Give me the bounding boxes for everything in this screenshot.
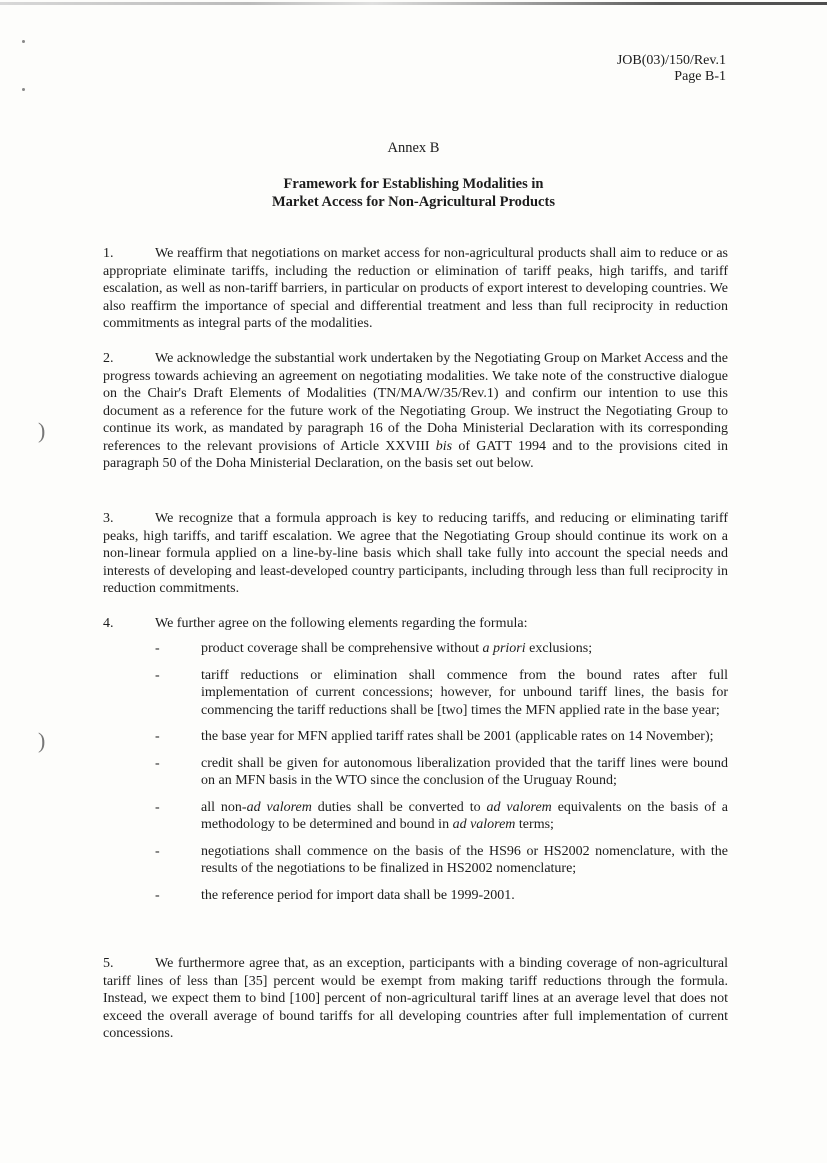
list-item bbox=[103, 640, 728, 658]
scan-speck bbox=[22, 40, 25, 43]
paragraph-text-after: of GATT 1994 and to the provisions cited in paragraph 50 of the Doha Ministerial Declaration, on the basis set out below. bbox=[103, 438, 728, 471]
list-item bbox=[103, 667, 728, 720]
list-item bbox=[103, 887, 728, 905]
paragraph-number: 1. bbox=[103, 246, 114, 261]
paragraph-2 bbox=[103, 350, 728, 473]
list-dash: - bbox=[155, 755, 160, 771]
binder-hole-mark: ) bbox=[38, 418, 46, 443]
document-reference: JOB(03)/150/Rev.1 bbox=[616, 53, 726, 68]
paragraph-text: We acknowledge the substantial work undertaken by the Negotiating Group on Market Access and the progress towards achieving an agreement on negotiating modalities. We take note of the constructive dialogue on the Chair's Draft Elements of Modalities (TN/MA/W/35/Rev.1) and confirm our intention to use this document as a reference for the future work of the Negotiating Group. We instruct the Negotiating Group to continue its work, as mandated by paragraph 16 of the Doha Ministerial Declaration with its corresponding references to the relevant provisions of Article XXVIII bbox=[103, 351, 728, 454]
list-item bbox=[103, 843, 728, 878]
list-text: duties shall be converted to bbox=[311, 799, 487, 815]
paragraph-number: 2. bbox=[103, 351, 114, 366]
list-text: the base year for MFN applied tariff rates shall be 2001 (applicable rates on 14 November); bbox=[201, 729, 714, 744]
list-dash: - bbox=[155, 667, 160, 683]
list-dash: - bbox=[155, 843, 160, 859]
paragraph-number: 5. bbox=[103, 956, 114, 971]
list-text: equivalents on the basis of a methodology to be determined and bound in bbox=[201, 799, 729, 832]
paragraph-number: 4. bbox=[103, 616, 114, 631]
formula-elements-list bbox=[103, 640, 728, 913]
list-italic: ad valorem bbox=[486, 799, 552, 815]
paragraph-text: We recognize that a formula approach is key to reducing tariffs, and reducing or eliminating tariff peaks, high tariffs, and tariff escalation. We agree that the Negotiating Group should continue its work on a non-linear formula applied on a line-by-line basis which shall take fully into account the special needs and interests of developing and least-developed country participants, including through less than full reciprocity in reduction commitments. bbox=[103, 511, 728, 596]
paragraph-text: We furthermore agree that, as an exception, participants with a binding coverage of non-agricultural tariff lines of less than [35] percent would be exempt from making tariff reductions through the formula. Instead, we expect them to bind [100] percent of non-agricultural tariff lines at an average level that does not exceed the overall average of bound tariffs for all developing countries after full implementation of current concessions. bbox=[103, 956, 728, 1041]
list-dash: - bbox=[155, 641, 160, 656]
list-italic: ad valorem bbox=[246, 799, 312, 815]
paragraph-5 bbox=[103, 955, 728, 1043]
binder-hole-mark: ) bbox=[38, 728, 46, 753]
list-text: product coverage shall be comprehensive without bbox=[201, 641, 483, 656]
list-dash: - bbox=[155, 887, 160, 903]
list-text: the reference period for import data shall be 1999-2001. bbox=[201, 887, 515, 903]
paragraph-italic: bis bbox=[435, 438, 453, 454]
document-header bbox=[617, 53, 726, 85]
list-dash: - bbox=[155, 729, 160, 744]
list-italic: a priori bbox=[482, 641, 526, 656]
scan-speck bbox=[22, 88, 25, 91]
paragraph-number: 3. bbox=[103, 511, 114, 526]
scan-top-edge bbox=[0, 2, 827, 5]
title-line-1: Framework for Establishing Modalities in bbox=[283, 176, 544, 192]
list-text: negotiations shall commence on the basis of the HS96 or HS2002 nomenclature, with the results of the negotiations to be finalized in HS2002 nomenclature; bbox=[201, 843, 728, 876]
document-title bbox=[0, 175, 827, 211]
list-text: credit shall be given for autonomous liberalization provided that the tariff lines were bound on an MFN basis in the WTO since the conclusion of the Uruguay Round; bbox=[201, 755, 728, 788]
list-text: exclusions; bbox=[525, 641, 593, 656]
list-item bbox=[103, 755, 728, 790]
list-text: terms; bbox=[515, 817, 554, 832]
list-dash: - bbox=[155, 799, 160, 815]
list-item bbox=[103, 799, 728, 834]
paragraph-text: We reaffirm that negotiations on market access for non-agricultural products shall aim to reduce or as appropriate eliminate tariffs, including the reduction or elimination of tariff peaks, high tariffs, and tariff escalation, as well as non-tariff barriers, in particular on products of export interest to developing countries. We also reaffirm the importance of special and differential treatment and less than full reciprocity in reduction commitments as integral parts of the modalities. bbox=[103, 246, 728, 331]
list-text: all non- bbox=[201, 799, 247, 815]
list-italic: ad valorem bbox=[452, 817, 516, 832]
list-item bbox=[103, 728, 728, 746]
list-text: tariff reductions or elimination shall commence from the bound rates after full implementation of current concessions; however, for unbound tariff lines, the basis for commencing the tariff reductions shall be [two] times the MFN applied rate in the base year; bbox=[201, 667, 728, 718]
title-line-2: Market Access for Non-Agricultural Products bbox=[272, 194, 555, 210]
paragraph-text: We further agree on the following elements regarding the formula: bbox=[155, 616, 528, 631]
page-number: Page B-1 bbox=[674, 69, 726, 84]
paragraph-1 bbox=[103, 245, 728, 333]
paragraph-4 bbox=[103, 615, 728, 633]
annex-label: Annex B bbox=[387, 140, 440, 156]
paragraph-3 bbox=[103, 510, 728, 598]
